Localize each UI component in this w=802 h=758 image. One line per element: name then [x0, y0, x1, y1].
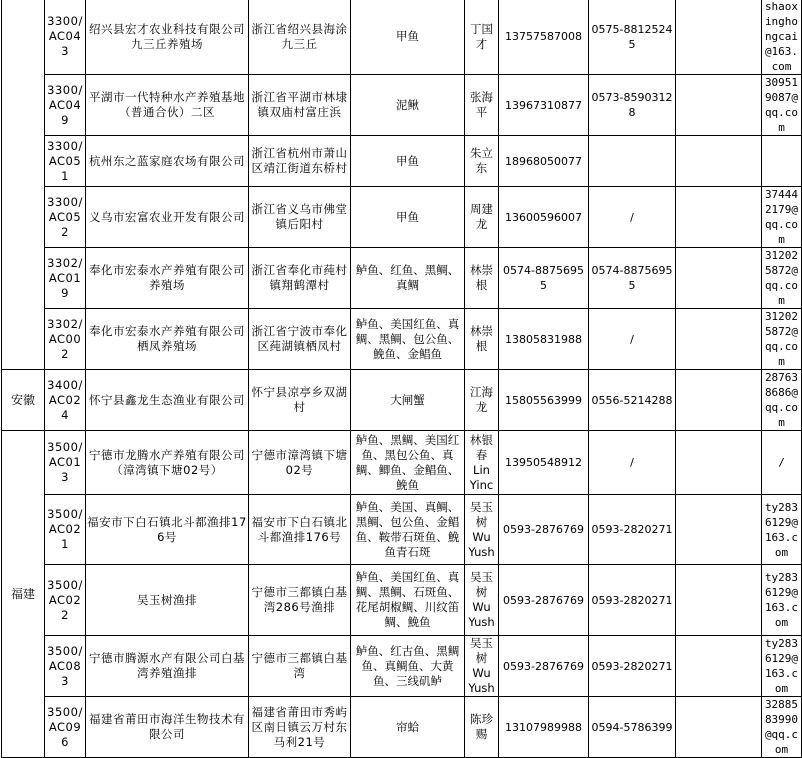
table-row	[2, 248, 802, 309]
entry-name-cell: 杭州东之蓝家庭农场有限公司	[86, 136, 249, 187]
entry-email-cell: 312025872@qq.com	[762, 248, 802, 309]
entry-code-cell: 3500/ AC022	[45, 565, 86, 636]
entry-address-cell: 宁德市三都镇白基湾	[249, 636, 351, 697]
entry-fax-cell	[676, 565, 762, 636]
entry-contact-person-cell: 吴玉树 Wu Yush	[465, 636, 499, 697]
entry-address-cell: 浙江省奉化市莼村镇翔鹤潭村	[249, 248, 351, 309]
entry-name-cell: 奉化市宏泰水产养殖有限公司栖凤养殖场	[86, 309, 249, 370]
entry-species-cell: 甲鱼	[351, 187, 465, 248]
entry-phone-cell: 0573-85903128	[589, 75, 676, 136]
entry-code-cell: 3300/ AC051	[45, 136, 86, 187]
entry-email-cell: shaoxinghongcai@163.com	[762, 0, 802, 75]
entry-species-cell: 鲈鱼、美国、真鲷、黑鲷、包公鱼、金鲳鱼、鞍带石斑鱼、鮸鱼青石斑	[351, 495, 465, 565]
entry-mobile-cell: 13600596007	[499, 187, 589, 248]
registration-table	[1, 0, 802, 758]
entry-code-cell: 3400/ AC024	[45, 370, 86, 431]
entry-mobile-cell: 0593-2876769	[499, 636, 589, 697]
entry-contact-person-cell: 朱立东	[465, 136, 499, 187]
entry-email-cell: ty2836129@163.com	[762, 495, 802, 565]
entry-fax-cell	[676, 495, 762, 565]
entry-phone-cell: 0574-88756955	[589, 248, 676, 309]
entry-code-cell: 3300/ AC052	[45, 187, 86, 248]
table-row	[2, 0, 802, 75]
entry-name-cell: 福安市下白石镇北斗都渔排176号	[86, 495, 249, 565]
entry-code-cell: 3300/ AC043	[45, 0, 86, 75]
entry-fax-cell	[676, 248, 762, 309]
entry-species-cell: 鲈鱼、红鱼、黑鲷、真鲷	[351, 248, 465, 309]
entry-name-cell: 宁德市腾源水产有限公司白基湾养殖渔排	[86, 636, 249, 697]
entry-contact-person-cell: 张海平	[465, 75, 499, 136]
entry-contact-person-cell: 陈珍赐	[465, 697, 499, 758]
entry-name-cell: 怀宁县鑫龙生态渔业有限公司	[86, 370, 249, 431]
entry-contact-person-cell: 林崇根	[465, 248, 499, 309]
entry-phone-cell: 0594-5786399	[589, 697, 676, 758]
entry-mobile-cell: 0574-88756955	[499, 248, 589, 309]
entry-species-cell: 甲鱼	[351, 0, 465, 75]
entry-name-cell: 义乌市宏富农业开发有限公司	[86, 187, 249, 248]
entry-code-cell: 3500/ AC096	[45, 697, 86, 758]
entry-contact-person-cell: 周建龙	[465, 187, 499, 248]
entry-email-cell: 309519087@qq.com	[762, 75, 802, 136]
entry-phone-cell: /	[589, 431, 676, 495]
entry-species-cell: 帘蛤	[351, 697, 465, 758]
entry-name-cell: 平湖市一代特种水产养殖基地（普通合伙）二区	[86, 75, 249, 136]
entry-mobile-cell: 15805563999	[499, 370, 589, 431]
entry-name-cell: 宁德市龙腾水产养殖有限公司（漳湾镇下塘02号）	[86, 431, 249, 495]
entry-fax-cell	[676, 75, 762, 136]
entry-email-cell: /	[762, 431, 802, 495]
entry-mobile-cell: 13805831988	[499, 309, 589, 370]
entry-phone-cell: /	[589, 309, 676, 370]
entry-phone-cell: 0593-2820271	[589, 495, 676, 565]
entry-name-cell: 福建省莆田市海洋生物技术有限公司	[86, 697, 249, 758]
province-cell: 安徽	[2, 370, 45, 431]
table-row	[2, 431, 802, 495]
entry-code-cell: 3302/ AC019	[45, 248, 86, 309]
entry-mobile-cell: 13950548912	[499, 431, 589, 495]
entry-fax-cell	[676, 636, 762, 697]
entry-fax-cell	[676, 0, 762, 75]
entry-fax-cell	[676, 136, 762, 187]
entry-species-cell: 鲈鱼、黑鲷、美国红鱼、黑包公鱼、真鲷、鲫鱼、金鲳鱼、鮸鱼	[351, 431, 465, 495]
entry-email-cell: ty2836129@163.com	[762, 565, 802, 636]
province-cell	[2, 0, 45, 370]
table-row	[2, 187, 802, 248]
entry-address-cell: 怀宁县凉亭乡双湖村	[249, 370, 351, 431]
entry-email-cell: 287638686@qq.com	[762, 370, 802, 431]
table-row	[2, 136, 802, 187]
entry-address-cell: 宁德市漳湾镇下塘02号	[249, 431, 351, 495]
table-row	[2, 565, 802, 636]
entry-name-cell: 吴玉树渔排	[86, 565, 249, 636]
entry-fax-cell	[676, 431, 762, 495]
entry-species-cell: 鲈鱼、红古鱼、黑鲷鱼、真鲷鱼、大黄鱼、三线矶鲈	[351, 636, 465, 697]
entry-species-cell: 甲鱼	[351, 136, 465, 187]
table-row	[2, 495, 802, 565]
entry-address-cell: 浙江省平湖市林埭镇双庙村富庄浜	[249, 75, 351, 136]
entry-address-cell: 宁德市三都镇白基湾286号渔排	[249, 565, 351, 636]
entry-code-cell: 3500/ AC021	[45, 495, 86, 565]
entry-address-cell: 浙江省杭州市萧山区靖江街道东桥村	[249, 136, 351, 187]
entry-fax-cell	[676, 370, 762, 431]
entry-mobile-cell: 13757587008	[499, 0, 589, 75]
entry-fax-cell	[676, 309, 762, 370]
entry-mobile-cell: 0593-2876769	[499, 565, 589, 636]
entry-contact-person-cell: 江海龙	[465, 370, 499, 431]
entry-fax-cell	[676, 187, 762, 248]
entry-address-cell: 浙江省宁波市奉化区莼湖镇栖凤村	[249, 309, 351, 370]
entry-phone-cell: 0556-5214288	[589, 370, 676, 431]
entry-species-cell: 泥鳅	[351, 75, 465, 136]
entry-contact-person-cell: 丁国才	[465, 0, 499, 75]
entry-species-cell: 大闸蟹	[351, 370, 465, 431]
entry-mobile-cell: 0593-2876769	[499, 495, 589, 565]
entry-contact-person-cell: 林崇根	[465, 309, 499, 370]
entry-mobile-cell: 18968050077	[499, 136, 589, 187]
entry-name-cell: 奉化市宏泰水产养殖有限公司养殖场	[86, 248, 249, 309]
table-row	[2, 697, 802, 758]
table-row	[2, 636, 802, 697]
entry-address-cell: 浙江省绍兴县海涂九三丘	[249, 0, 351, 75]
entry-email-cell	[762, 136, 802, 187]
entry-phone-cell: 0593-2820271	[589, 565, 676, 636]
entry-email-cell: 3288583990@qq.com	[762, 697, 802, 758]
entry-address-cell: 福建省莆田市秀屿区南日镇云万村东马利21号	[249, 697, 351, 758]
entry-contact-person-cell: 林银春 Lin Yinc	[465, 431, 499, 495]
entry-phone-cell: 0593-2820271	[589, 636, 676, 697]
entry-phone-cell: 0575-88125245	[589, 0, 676, 75]
entry-address-cell: 福安市下白石镇北斗都渔排176号	[249, 495, 351, 565]
table-row	[2, 75, 802, 136]
entry-contact-person-cell: 吴玉树 Wu Yush	[465, 565, 499, 636]
entry-code-cell: 3500/ AC013	[45, 431, 86, 495]
entry-species-cell: 鲈鱼、美国红鱼、真鲷、黑鲷、石斑鱼、花尾胡椒鲷、川纹笛鲷、鮸鱼	[351, 565, 465, 636]
province-cell: 福建	[2, 431, 45, 758]
entry-phone-cell	[589, 136, 676, 187]
entry-code-cell: 3302/ AC002	[45, 309, 86, 370]
entry-code-cell: 3300/ AC049	[45, 75, 86, 136]
table-row	[2, 370, 802, 431]
entry-phone-cell: /	[589, 187, 676, 248]
entry-email-cell: ty2836129@163.com	[762, 636, 802, 697]
entry-contact-person-cell: 吴玉树 Wu Yush	[465, 495, 499, 565]
table-row	[2, 309, 802, 370]
entry-mobile-cell: 13967310877	[499, 75, 589, 136]
entry-species-cell: 鲈鱼、美国红鱼、真鲷、黑鲷、包公鱼、鮸鱼、金鲳鱼	[351, 309, 465, 370]
entry-code-cell: 3500/ AC083	[45, 636, 86, 697]
entry-email-cell: 374442179@qq.com	[762, 187, 802, 248]
entry-mobile-cell: 13107989988	[499, 697, 589, 758]
entry-fax-cell	[676, 697, 762, 758]
entry-address-cell: 浙江省义乌市佛堂镇后阳村	[249, 187, 351, 248]
entry-email-cell: 312025872@qq.com	[762, 309, 802, 370]
entry-name-cell: 绍兴县宏才农业科技有限公司九三丘养殖场	[86, 0, 249, 75]
